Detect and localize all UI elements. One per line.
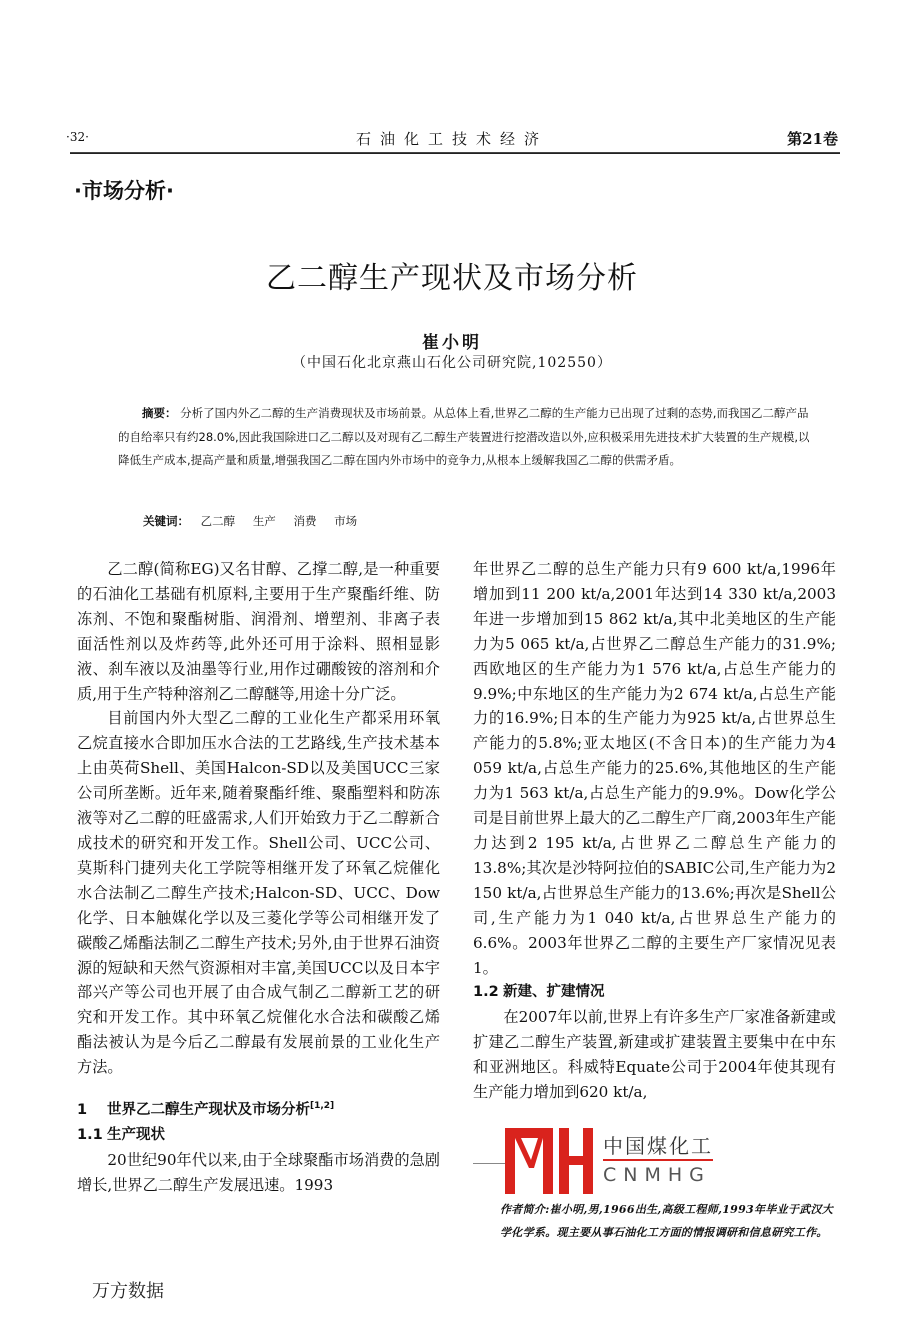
header-rule <box>70 152 840 154</box>
paragraph: 20世纪90年代以来,由于全球聚酯市场消费的急剧增长,世界乙二醇生产发展迅速。1993 <box>77 1150 440 1194</box>
keyword: 市场 <box>334 514 358 528</box>
abstract-text: 分析了国内外乙二醇的生产消费现状及市场前景。从总体上看,世界乙二醇的生产能力已出现了过剩的态势,而我国乙二醇产品的自给率只有约28.0%,因此我国除进口乙二醇以及对现有乙二醇生产装置进行挖潜改造以外,应积极采用先进技术扩大装置的生产规模,以降低生产成本,提高产量和质量,增强我国乙二醇在国内外市场中的竞争力,从根本上缓解我国乙二醇的供需矛盾。 <box>118 406 810 467</box>
column-tag: ·市场分析· <box>74 179 174 203</box>
footnote-rule <box>473 1163 509 1164</box>
section-title: 新建、扩建情况 <box>503 984 605 1001</box>
paragraph: 目前国内外大型乙二醇的工业化生产都采用环氧乙烷直接水合即加压水合法的工艺路线,生产技术基本上由英荷Shell、美国Halcon-SD以及美国UCC三家公司所垄断。近年来,随着聚酯纤维、聚酯塑料和防冻液等对乙二醇的旺盛需求,人们开始致力于乙二醇新合成技术的研究和开发工作。Shell公司、UCC公司、莫斯科门捷列夫化工学院等相继开发了环氧乙烷催化水合法制乙二醇生产技术;Halcon-SD、UCC、Dow化学、日本触媒化学以及三菱化学等公司相继开发了碳酸乙烯酯法制乙二醇生产技术;另外,由于世界石油资源的短缺和天然气资源相对丰富,美国UCC以及日本宇部兴产等公司也开展了由合成气制乙二醇新工艺的研究和开发工作。其中环氧乙烷催化水合法和碳酸乙烯酯法被认为是今后乙二醇最有发展前景的工业化生产方法。 <box>77 709 440 1077</box>
logo-chinese-text: 中国煤化工 <box>603 1134 713 1158</box>
author-affiliation: （中国石化北京燕山石化公司研究院,102550） <box>292 355 612 371</box>
body-column-left <box>77 557 440 1198</box>
abstract-label: 摘要： <box>142 406 177 420</box>
journal-name: 石油化工技术经济 <box>355 130 548 148</box>
paragraph: 在2007年以前,世界上有许多生产厂家准备新建或扩建乙二醇生产装置,新建或扩建装置主要集中在中东和亚洲地区。科威特Equate公司于2004年使其现有生产能力增加到620 kt/a, <box>473 1008 836 1102</box>
cnmhg-logo <box>505 1128 715 1194</box>
author-bio: 作者简介:崔小明,男,1966出生,高级工程师,1993年毕业于武汉大学化学系。现主要从事石油化工方面的情报调研和信息研究工作。 <box>500 1203 834 1239</box>
abstract <box>118 402 818 473</box>
section-number: 1.2 <box>473 984 499 1001</box>
author-name: 崔小明 <box>422 333 482 353</box>
section-title: 生产现状 <box>107 1126 165 1143</box>
body-column-right <box>473 557 836 1105</box>
section-heading-1-2 <box>473 980 836 1005</box>
keywords <box>143 513 371 529</box>
section-heading-1-1 <box>77 1123 440 1148</box>
section-number: 1.1 <box>77 1126 103 1143</box>
section-heading-1 <box>77 1094 440 1123</box>
volume-label: 第21卷 <box>787 130 838 148</box>
paragraph: 乙二醇(简称EG)又名甘醇、乙撑二醇,是一种重要的石油化工基础有机原料,主要用于生产聚酯纤维、防冻剂、不饱和聚酯树脂、润滑剂、增塑剂、非离子表面活性剂以及炸药等,此外还可用于涂料、照相显影液、刹车液以及油墨等行业,用作过硼酸铵的溶剂和介质,用于生产特种溶剂乙二醇醚等,用途十分广泛。 <box>77 560 440 703</box>
keywords-label: 关键词： <box>143 514 189 528</box>
running-head <box>62 126 842 148</box>
logo-divider <box>603 1159 713 1161</box>
section-number: 1 <box>77 1102 88 1119</box>
mh-logo-icon <box>505 1128 593 1194</box>
paragraph: 年世界乙二醇的总生产能力只有9 600 kt/a,1996年增加到11 200 kt/a,2001年达到14 330 kt/a,2003年进一步增加到15 862 kt/a,其中北美地区的生产能力为5 065 kt/a,占世界乙二醇总生产能力的31.9%;西欧地区的生产能力为1 576 kt/a,占总生产能力的9.9%;中东地区的生产能力为2 674 kt/a,占总生产能力的16.9%;日本的生产能力为925 kt/a,占世界总生产能力的5.8%;亚太地区(不含日本)的生产能力为4 059 kt/a,占总生产能力的25.6%,其他地区的生产能力为1 563 kt/a,占总生产能力的9.9%。Dow化学公司是目前世界上最大的乙二醇生产厂商,2003年生产能力达到2 195 kt/a,占世界乙二醇总生产能力的13.8%;其次是沙特阿拉伯的SABIC公司,生产能力为2 150 kt/a,占世界总生产能力的13.6%;再次是Shell公司,生产能力为1 040 kt/a,占世界总生产能力的6.6%。2003年世界乙二醇的主要生产厂家情况见表1。 <box>473 560 836 977</box>
section-title: 世界乙二醇生产现状及市场分析 <box>107 1102 310 1119</box>
keyword: 乙二醇 <box>200 514 236 528</box>
keyword: 消费 <box>293 514 317 528</box>
keyword: 生产 <box>252 514 276 528</box>
watermark: 万方数据 <box>92 1281 164 1302</box>
page-number: ·32· <box>66 130 89 144</box>
article-title: 乙二醇生产现状及市场分析 <box>266 261 638 296</box>
citation-ref: [1,2] <box>310 1101 335 1112</box>
logo-english-text: CNMHG <box>603 1164 711 1186</box>
